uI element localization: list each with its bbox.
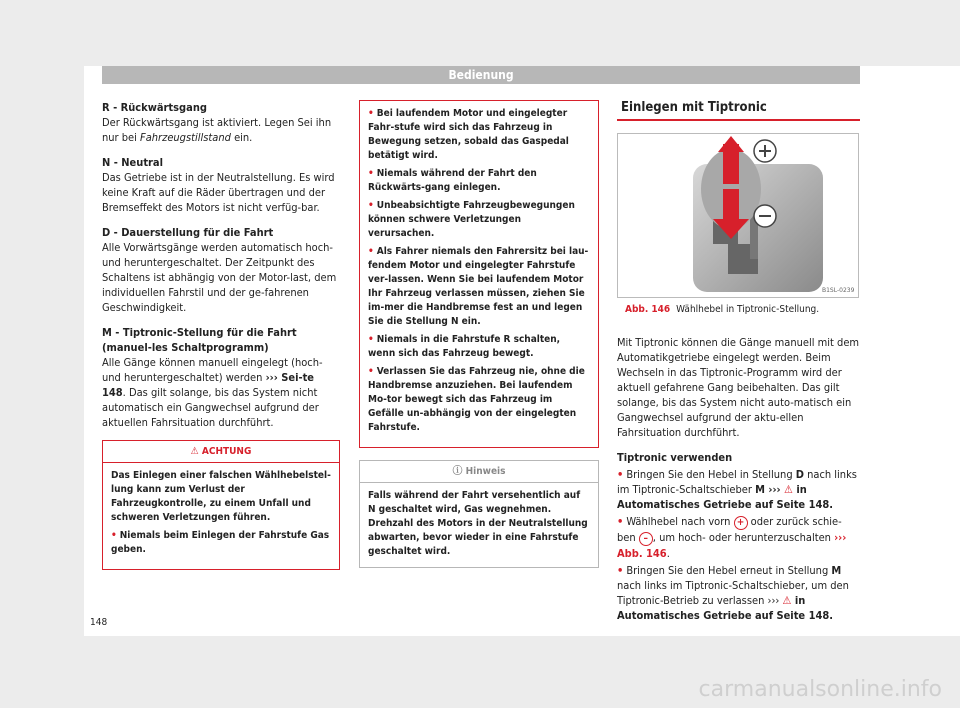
page-link[interactable]: ››› Sei-te 148 <box>102 371 315 399</box>
column-2 <box>359 100 599 568</box>
section-title: Einlegen mit Tiptronic <box>617 96 860 121</box>
step-2: • Wählhebel nach vorn + oder zurück schie-ben – , um hoch- oder herunterzuschalten ››› Abb. 146. <box>617 515 847 560</box>
warning-bullet: • Niemals beim Einlegen der Fahrstufe Gas geben. <box>111 530 330 555</box>
warning-list-item: • Bei laufendem Motor und eingelegter Fahr-stufe wird sich das Fahrzeug in Bewegung setzen, sobald das Gaspedal betätigt wird. <box>368 108 569 161</box>
warning-list-item: • Niemals während der Fahrt den Rückwärts-gang einlegen. <box>368 168 537 193</box>
figure-link[interactable]: ››› Abb. 146 <box>617 531 847 560</box>
page-header: Bedienung <box>102 66 860 84</box>
intro-text: Mit Tiptronic können die Gänge manuell mit dem Automatikgetriebe eingelegt werden. Beim Wechseln in das Tiptronic-Programm wird der aktuell gefahrene Gang beibehalten. Das gilt solange, bis das System nicht auto-matisch ein Gangwechsel aufgrund der aktu-ellen Fahrsituation durchführt. <box>617 336 860 439</box>
watermark: carmanualsonline.info <box>698 677 942 702</box>
step-3: • Bringen Sie den Hebel erneut in Stellung M nach links im Tiptronic-Schaltschieber, um den Tiptronic-Betrieb zu verlassen ››› ⚠ in Automatisches Getriebe auf Seite 148. <box>617 564 849 622</box>
warning-icon: ⚠ <box>784 483 793 496</box>
n-text: Das Getriebe ist in der Neutralstellung. Es wird keine Kraft auf die Räder übertragen und der Bremseffekt des Motors ist nicht verfüg-bar. <box>102 171 335 214</box>
d-title: D - Dauerstellung für die Fahrt <box>102 226 274 239</box>
info-icon: ⓘ <box>452 466 463 477</box>
n-title: N - Neutral <box>102 156 163 169</box>
page-number: 148 <box>90 617 108 628</box>
tiptronic-lever-illustration <box>618 134 858 297</box>
hint-box <box>359 460 599 568</box>
m-text: Alle Gänge können manuell eingelegt (hoch- und heruntergeschaltet) werden ››› Sei-te 148. Das gilt solange, bis das System nicht automatisch ein Gangwechsel aufgrund der aktuellen Fahrsituation durchführt. <box>102 356 323 429</box>
figure <box>617 133 859 298</box>
warning-list-item: • Verlassen Sie das Fahrzeug nie, ohne die Handbremse anzuziehen. Bei laufendem Mo-tor bewegt sich das Fahrzeug im Gefälle un-abhängig von der eingelegten Fahrstufe. <box>368 366 585 433</box>
figure-caption: Abb. 146 Wählhebel in Tiptronic-Stellung. <box>625 304 820 315</box>
warning-title: ⚠ ACHTUNG <box>103 441 339 463</box>
d-text: Alle Vorwärtsgänge werden automatisch hoch- und heruntergeschaltet. Der Zeitpunkt des Schaltens ist abhängig von der Motor-last, dem individuellen Fahrstil und der ge-fahrenen Geschwindigkeit. <box>102 241 337 314</box>
hint-title: ⓘ Hinweis <box>360 461 598 483</box>
warning-continued-box <box>359 100 599 448</box>
warning-list-item: • Als Fahrer niemals den Fahrersitz bei lau-fendem Motor und eingelegter Fahrstufe ver-lassen. Wenn Sie bei laufendem Motor Ihr Fahrzeug verlassen müssen, ziehen Sie im-mer die Handbremse fest an und legen Sie die Stellung N ein. <box>368 246 589 327</box>
figure-code: B1SL-0239 <box>822 287 855 294</box>
column-1 <box>102 100 340 570</box>
r-title: R - Rückwärtsgang <box>102 101 207 114</box>
warning-icon: ⚠ <box>190 446 199 457</box>
warning-list-item: • Niemals in die Fahrstufe R schalten, wenn sich das Fahrzeug bewegt. <box>368 334 561 359</box>
r-text: Der Rückwärtsgang ist aktiviert. Legen Sei ihn nur bei Fahrzeugstillstand ein. <box>102 116 332 144</box>
use-title: Tiptronic verwenden <box>617 451 733 464</box>
step-1: • Bringen Sie den Hebel in Stellung D nach links im Tiptronic-Schaltschieber M ››› ⚠ in Automatisches Getriebe auf Seite 148. <box>617 468 857 511</box>
warning-icon: ⚠ <box>782 594 792 607</box>
warning-list-item: • Unbeabsichtigte Fahrzeugbewegungen können schwere Verletzungen verursachen. <box>368 200 575 239</box>
plus-icon: + <box>734 516 748 530</box>
hint-text: Falls während der Fahrt versehentlich auf N geschaltet wird, Gas wegnehmen. Drehzahl des Motors in der Neutralstellung abwarten, bevor wieder in eine Fahrstufe geschaltet wird. <box>368 490 588 557</box>
warning-box <box>102 440 340 570</box>
column-3 <box>617 96 860 625</box>
warning-text: Das Einlegen einer falschen Wählhebelstel-lung kann zum Verlust der Fahrzeugkontrolle, zu einem Unfall und schweren Verletzungen führen. <box>111 470 331 523</box>
minus-icon: – <box>639 532 653 546</box>
m-title: M - Tiptronic-Stellung für die Fahrt (manuel-les Schaltprogramm) <box>102 326 297 354</box>
